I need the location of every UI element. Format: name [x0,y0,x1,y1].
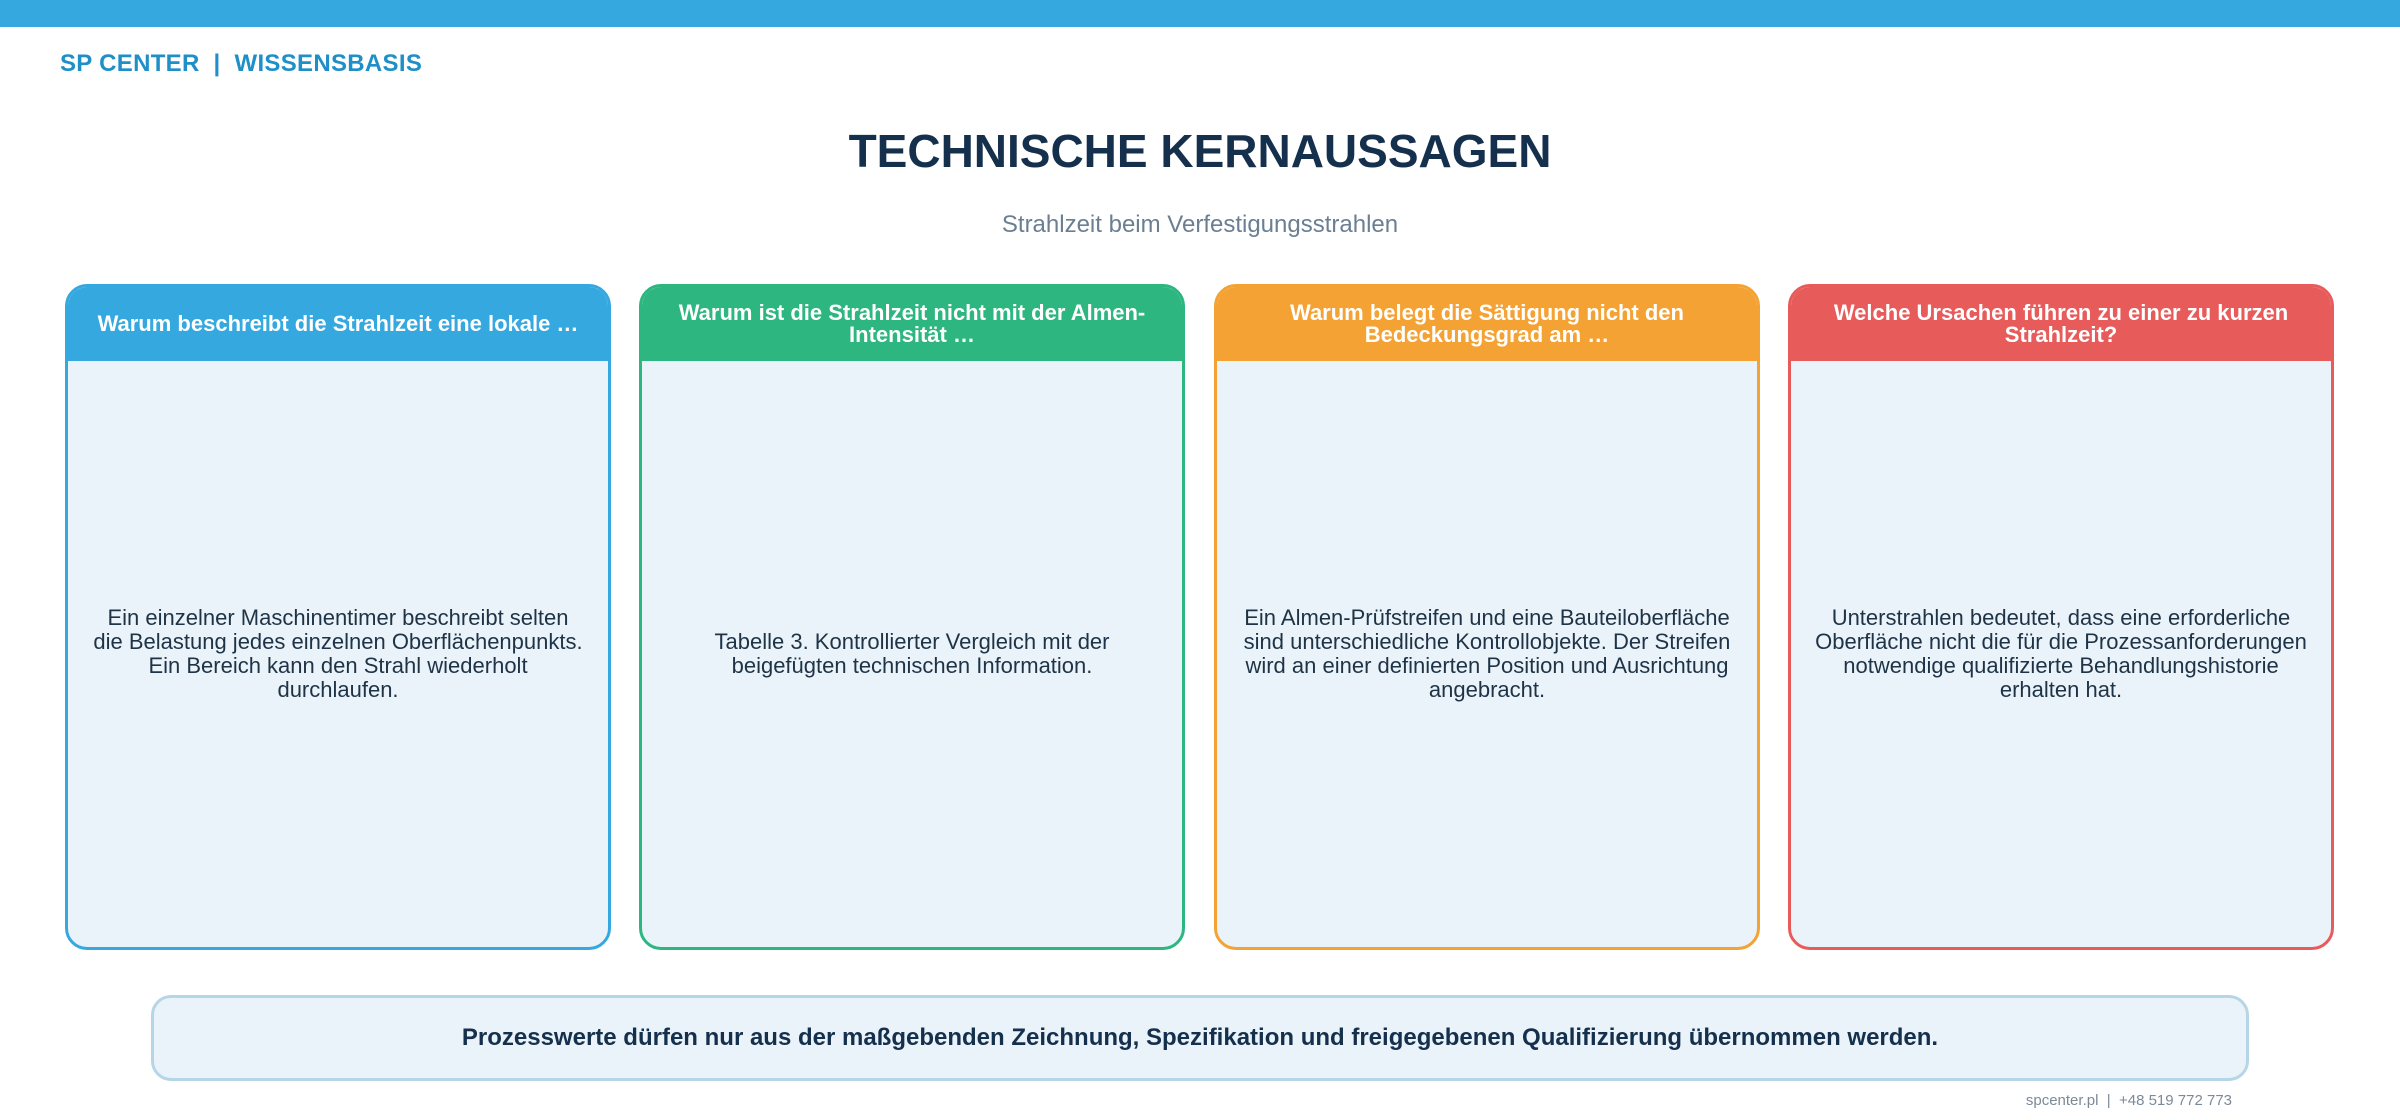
process-values-note: Prozesswerte dürfen nur aus der maßgebenden Zeichnung, Spezifikation und freigegebenen Qualifizierung übernommen werden. [151,995,2249,1081]
card-heading: Warum belegt die Sättigung nicht den Bedeckungsgrad am … [1217,287,1757,361]
footer-contact: spcenter.pl | +48 519 772 773 [2025,1092,2232,1109]
top-accent-bar [0,0,2400,27]
card-heading: Warum ist die Strahlzeit nicht mit der Almen-Intensität … [642,287,1182,361]
card-local-load [65,284,611,950]
card-body: Ein Almen-Prüfstreifen und eine Bauteiloberfläche sind unterschiedliche Kontrollobjekte. Der Streifen wird an einer definierten Position und Ausrichtung angebracht. [1243,605,1731,702]
brand-breadcrumb: SP CENTER | WISSENSBASIS [60,50,423,77]
card-short-blast-time [1788,284,2334,950]
page-subtitle: Strahlzeit beim Verfestigungsstrahlen [1001,211,1399,238]
card-heading: Warum beschreibt die Strahlzeit eine lokale … [68,287,608,361]
card-body: Unterstrahlen bedeutet, dass eine erforderliche Oberfläche nicht die für die Prozessanforderungen notwendige qualifizierte Behandlungshistorie erhalten hat. [1815,605,2307,702]
page-title: TECHNISCHE KERNAUSSAGEN [848,125,1552,177]
card-heading: Welche Ursachen führen zu einer zu kurzen Strahlzeit? [1791,287,2331,361]
card-saturation-coverage [1214,284,1760,950]
card-almen-intensity [639,284,1185,950]
card-body: Ein einzelner Maschinentimer beschreibt selten die Belastung jedes einzelnen Oberflächenpunkts. Ein Bereich kann den Strahl wiederholt durchlaufen. [93,605,583,702]
card-body: Tabelle 3. Kontrollierter Vergleich mit der beigefügten technischen Information. [714,629,1110,678]
